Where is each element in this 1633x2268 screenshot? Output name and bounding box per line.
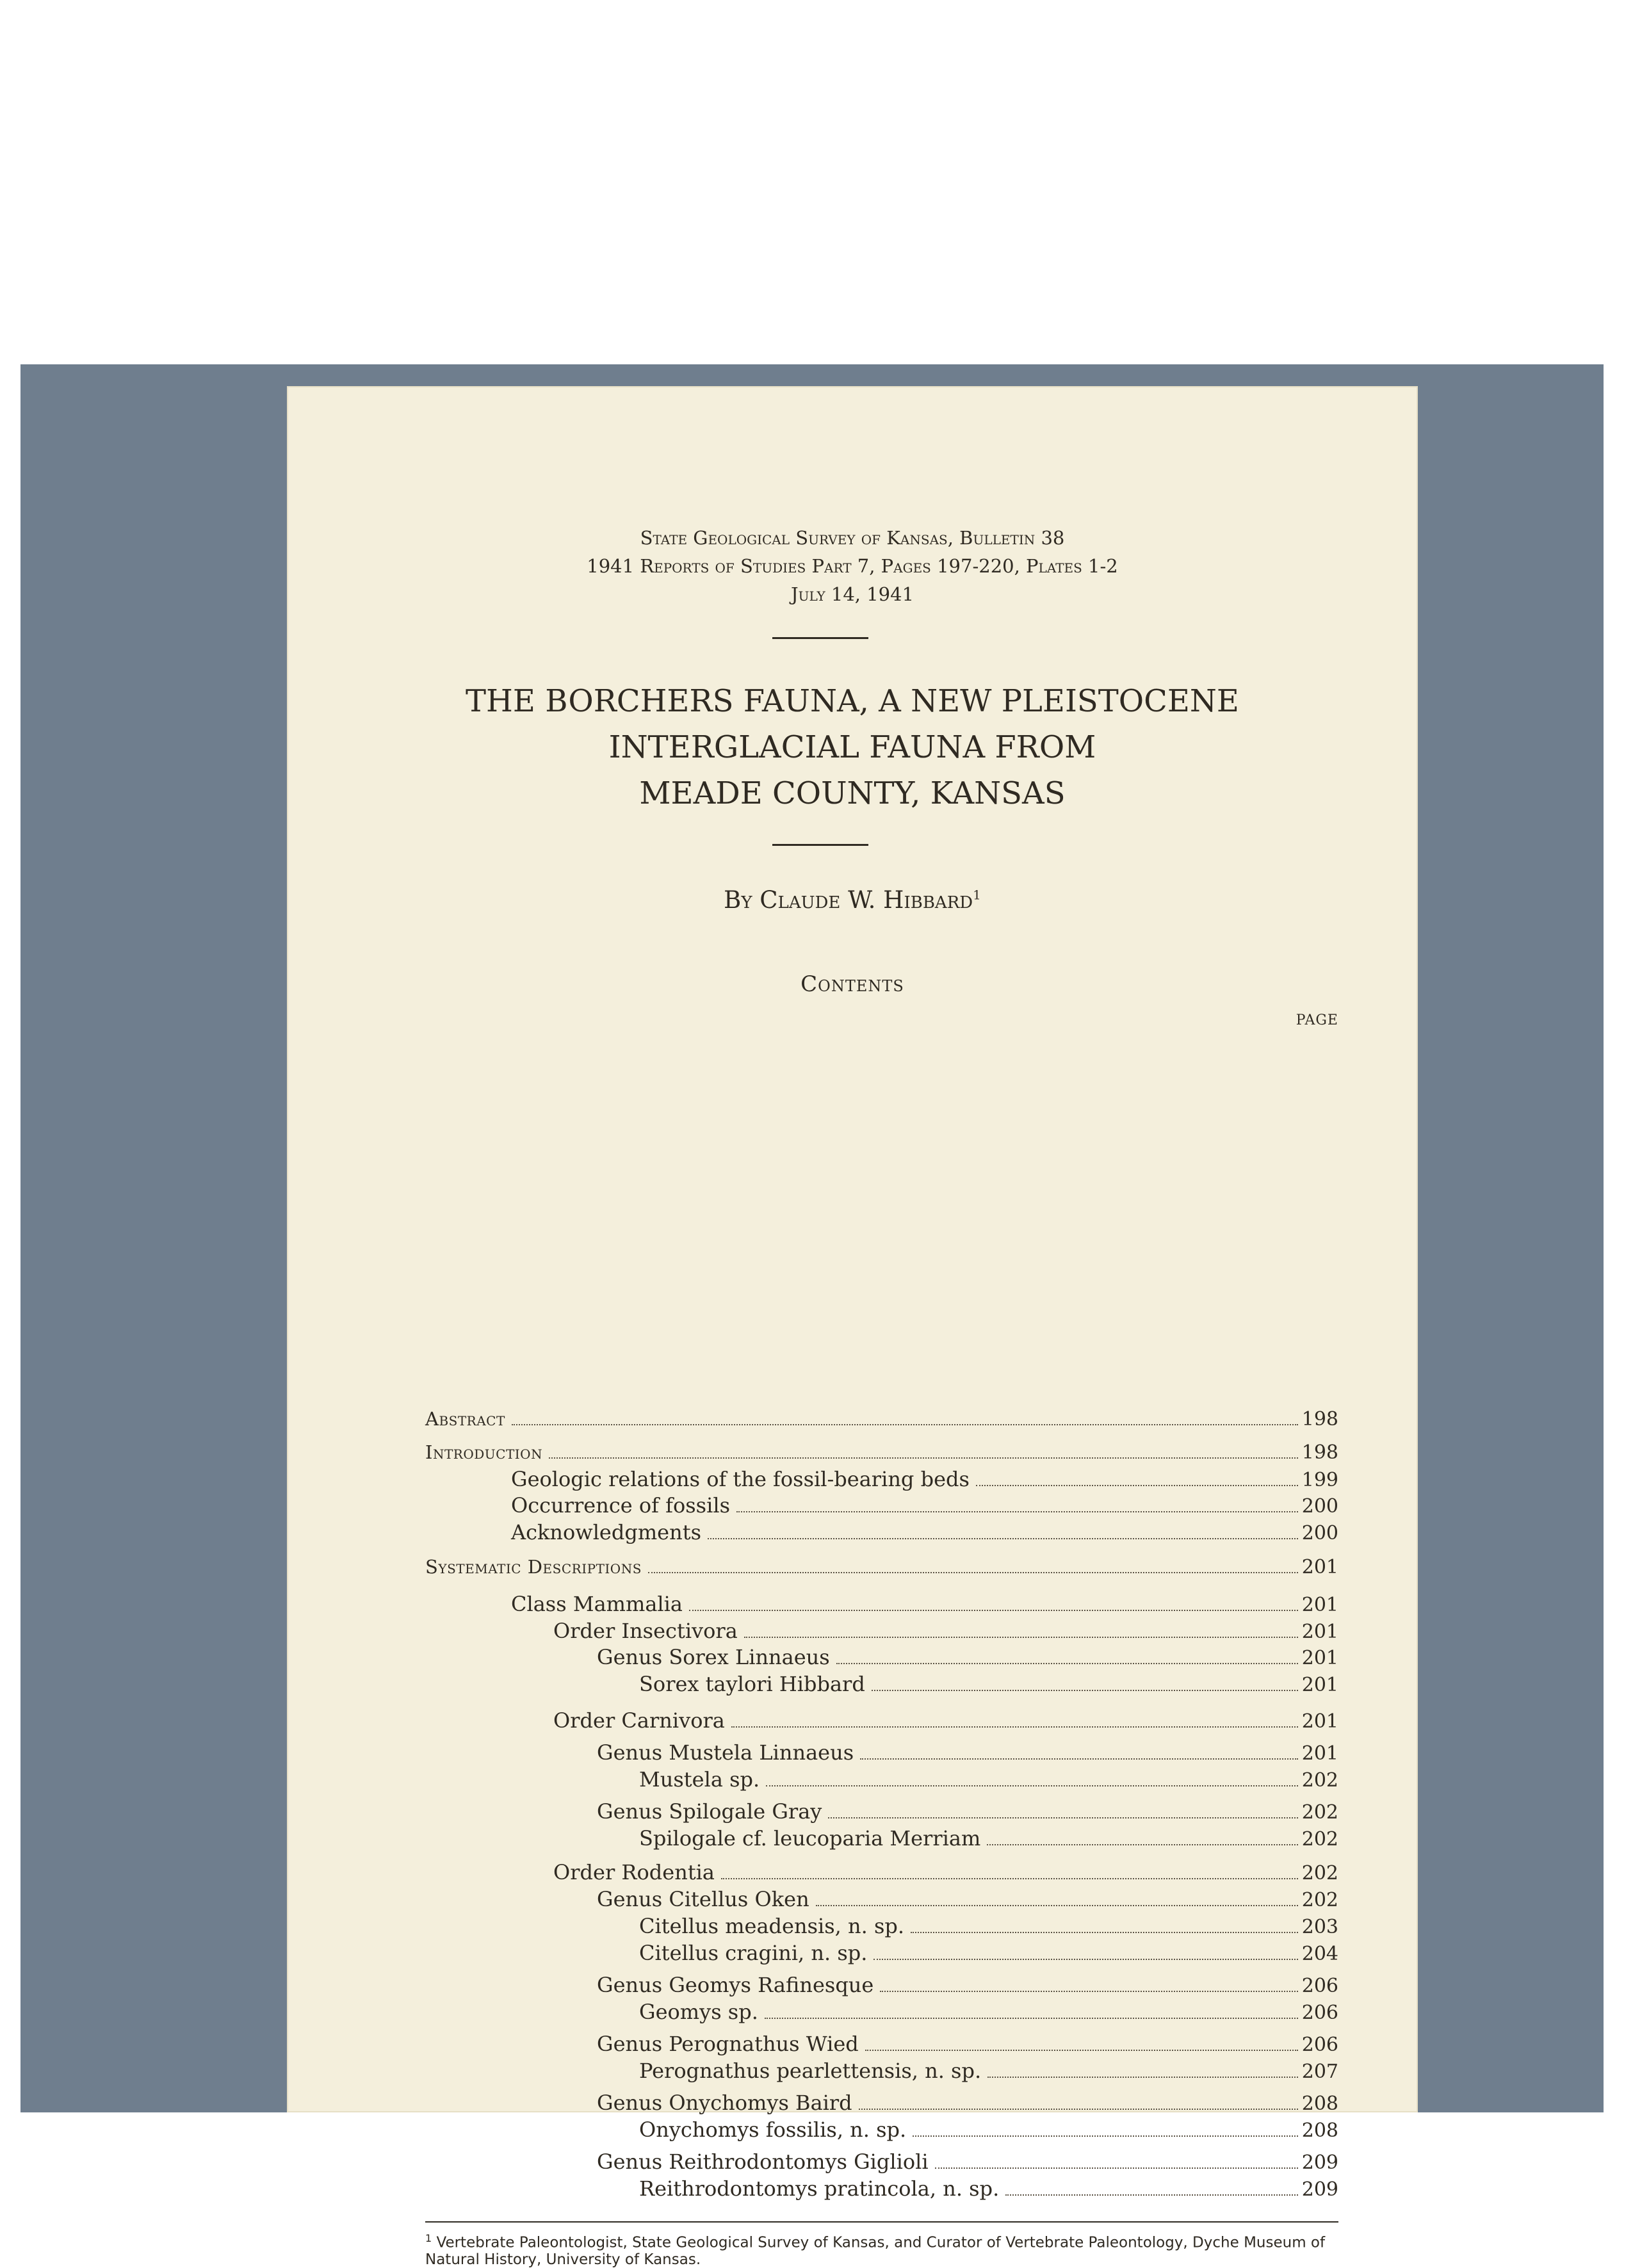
toc-leader [765, 2017, 1298, 2019]
toc-entry-label: Order Insectivora [553, 1619, 738, 1643]
author-name: By Claude W. Hibbard [724, 886, 973, 914]
toc-entry[interactable] [425, 1672, 1338, 1697]
toc-entry-page: 201 [1301, 1594, 1338, 1616]
toc-entry[interactable] [425, 1826, 1338, 1852]
toc-leader [736, 1511, 1298, 1512]
toc-entry[interactable] [425, 2091, 1338, 2116]
toc-entry-label: Genus Citellus Oken [597, 1887, 809, 1911]
toc-entry-label: Citellus cragini, n. sp. [639, 1941, 868, 1965]
toc-entry[interactable] [425, 2000, 1338, 2025]
toc-entry-label: Geomys sp. [639, 2000, 758, 2024]
footnote-mark: 1 [425, 2232, 432, 2244]
toc-entry[interactable] [425, 1708, 1338, 1734]
toc-entry-label: Class Mammalia [511, 1592, 683, 1616]
toc-entry-page: 204 [1301, 1943, 1338, 1965]
toc-leader [860, 1758, 1298, 1760]
toc-entry-page: 206 [1301, 2002, 1338, 2024]
toc-entry[interactable] [425, 1408, 1338, 1434]
toc-entry[interactable] [425, 2118, 1338, 2143]
bulletin-header [287, 524, 1418, 608]
toc-entry-page: 201 [1301, 1674, 1338, 1696]
toc-entry[interactable] [425, 1860, 1338, 1886]
toc-leader [689, 1609, 1298, 1611]
toc-entry-page: 207 [1301, 2061, 1338, 2083]
toc-leader [913, 2135, 1298, 2137]
header-line-3: July 14, 1941 [790, 583, 914, 605]
toc-entry[interactable] [425, 2150, 1338, 2175]
document-page [287, 386, 1418, 2268]
footnote-rule [425, 2221, 1338, 2223]
toc-leader [721, 1877, 1298, 1879]
contents-heading: Contents [800, 971, 904, 997]
toc-entry-label: Genus Reithrodontomys Giglioli [597, 2150, 929, 2174]
toc-entry-page: 198 [1301, 1441, 1338, 1464]
toc-leader [987, 2076, 1298, 2078]
toc-entry[interactable] [425, 1556, 1338, 1582]
toc-entry-page: 202 [1301, 1862, 1338, 1884]
toc-entry-label: Sorex taylori Hibbard [639, 1672, 865, 1696]
toc-entry[interactable] [425, 1740, 1338, 1766]
toc-entry-page: 199 [1301, 1469, 1338, 1491]
toc-entry[interactable] [425, 1645, 1338, 1671]
toc-entry-label: Systematic Descriptions [425, 1556, 642, 1578]
toc-entry[interactable] [425, 2032, 1338, 2057]
toc-entry[interactable] [425, 1493, 1338, 1519]
toc-leader [976, 1484, 1298, 1486]
toc-entry-page: 209 [1301, 2151, 1338, 2174]
title-rule [772, 844, 868, 846]
toc-entry-page: 202 [1301, 1801, 1338, 1824]
toc-entry-label: Spilogale cf. leucoparia Merriam [639, 1826, 981, 1851]
toc-leader [708, 1537, 1298, 1539]
toc-entry-page: 202 [1301, 1828, 1338, 1851]
toc-entry[interactable] [425, 1619, 1338, 1644]
toc-entry[interactable] [425, 1914, 1338, 1940]
toc-entry-label: Genus Geomys Rafinesque [597, 1973, 874, 1997]
toc-leader [816, 1904, 1298, 1906]
toc-entry-page: 202 [1301, 1889, 1338, 1911]
toc-leader [836, 1662, 1298, 1664]
toc-entry[interactable] [425, 1520, 1338, 1546]
header-rule [772, 637, 868, 639]
toc-entry-label: Order Carnivora [553, 1708, 725, 1733]
toc-entry-page: 201 [1301, 1710, 1338, 1733]
toc-entry[interactable] [425, 1799, 1338, 1825]
author-footnote-mark: 1 [973, 887, 981, 903]
toc-entry-page: 201 [1301, 1742, 1338, 1765]
toc-entry-label: Introduction [425, 1441, 543, 1463]
toc-entry-page: 201 [1301, 1647, 1338, 1669]
toc-entry-page: 208 [1301, 2119, 1338, 2142]
toc-entry-label: Citellus meadensis, n. sp. [639, 1914, 905, 1938]
toc-leader [859, 2108, 1298, 2110]
footnote-text: Vertebrate Paleontologist, State Geological Survey of Kansas, and Curator of Vertebrate Paleontology, Dyche Museum of Natural History, University of Kansas. [425, 2234, 1326, 2268]
title-line-2: INTERGLACIAL FAUNA FROM [608, 729, 1096, 765]
toc-entry-page: 202 [1301, 1769, 1338, 1792]
toc-entry-label: Perognathus pearlettensis, n. sp. [639, 2059, 982, 2083]
toc-entry-page: 200 [1301, 1495, 1338, 1518]
toc-entry-label: Geologic relations of the fossil-bearing beds [511, 1467, 970, 1491]
toc-entry-label: Order Rodentia [553, 1860, 715, 1884]
author-footnote [425, 2230, 1338, 2268]
toc-entry-page: 200 [1301, 1522, 1338, 1544]
toc-leader [880, 1990, 1297, 1992]
toc-leader [648, 1571, 1298, 1573]
toc-entry-page: 209 [1301, 2178, 1338, 2201]
toc-entry-label: Genus Sorex Linnaeus [597, 1645, 830, 1669]
toc-entry[interactable] [425, 1441, 1338, 1467]
toc-leader [549, 1457, 1298, 1459]
header-line-1: State Geological Survey of Kansas, Bulletin 38 [640, 527, 1065, 549]
toc-leader [911, 1931, 1298, 1933]
toc-entry[interactable] [425, 1592, 1338, 1617]
toc-entry-page: 201 [1301, 1556, 1338, 1578]
toc-entry-label: Genus Spilogale Gray [597, 1799, 822, 1824]
toc-entry-label: Mustela sp. [639, 1767, 760, 1792]
toc-entry-page: 203 [1301, 1916, 1338, 1938]
toc-entry-page: 206 [1301, 2034, 1338, 2056]
toc-leader [828, 1817, 1297, 1818]
toc-leader [744, 1636, 1298, 1638]
toc-leader [865, 2049, 1298, 2051]
toc-entry-label: Genus Mustela Linnaeus [597, 1740, 854, 1765]
toc-entry-page: 201 [1301, 1621, 1338, 1643]
toc-entry-page: 208 [1301, 2093, 1338, 2115]
toc-entry-label: Reithrodontomys pratincola, n. sp. [639, 2176, 1000, 2201]
toc-entry-page: 198 [1301, 1408, 1338, 1430]
toc-leader [872, 1689, 1298, 1691]
toc-entry-label: Onychomys fossilis, n. sp. [639, 2118, 907, 2142]
toc-leader [873, 1958, 1297, 1960]
toc-leader [1005, 2194, 1298, 2196]
toc-leader [731, 1726, 1298, 1728]
toc-entry-label: Abstract [425, 1408, 505, 1430]
toc-leader [987, 1843, 1297, 1845]
title-line-1: THE BORCHERS FAUNA, A NEW PLEISTOCENE [466, 683, 1239, 719]
toc-entry-label: Occurrence of fossils [511, 1493, 730, 1518]
toc-entry-label: Acknowledgments [511, 1520, 701, 1544]
author-byline [287, 886, 1418, 914]
toc-leader [512, 1423, 1298, 1425]
toc-leader [935, 2167, 1298, 2169]
toc-entry[interactable] [425, 1941, 1338, 1966]
toc-leader [766, 1785, 1298, 1786]
toc-entry[interactable] [425, 2176, 1338, 2202]
toc-entry-page: 206 [1301, 1975, 1338, 1997]
page-column-label: PAGE [1296, 1012, 1338, 1028]
toc-entry-label: Genus Onychomys Baird [597, 2091, 852, 2115]
toc-entry[interactable] [425, 1887, 1338, 1913]
toc-entry[interactable] [425, 1767, 1338, 1793]
toc-entry[interactable] [425, 1973, 1338, 1998]
title-line-3: MEADE COUNTY, KANSAS [639, 775, 1066, 811]
header-line-2: 1941 Reports of Studies Part 7, Pages 197-220, Plates 1-2 [587, 555, 1118, 577]
toc-entry[interactable] [425, 1467, 1338, 1493]
toc-entry-label: Genus Perognathus Wied [597, 2032, 859, 2056]
page-title [287, 678, 1418, 816]
toc-entry[interactable] [425, 2059, 1338, 2084]
